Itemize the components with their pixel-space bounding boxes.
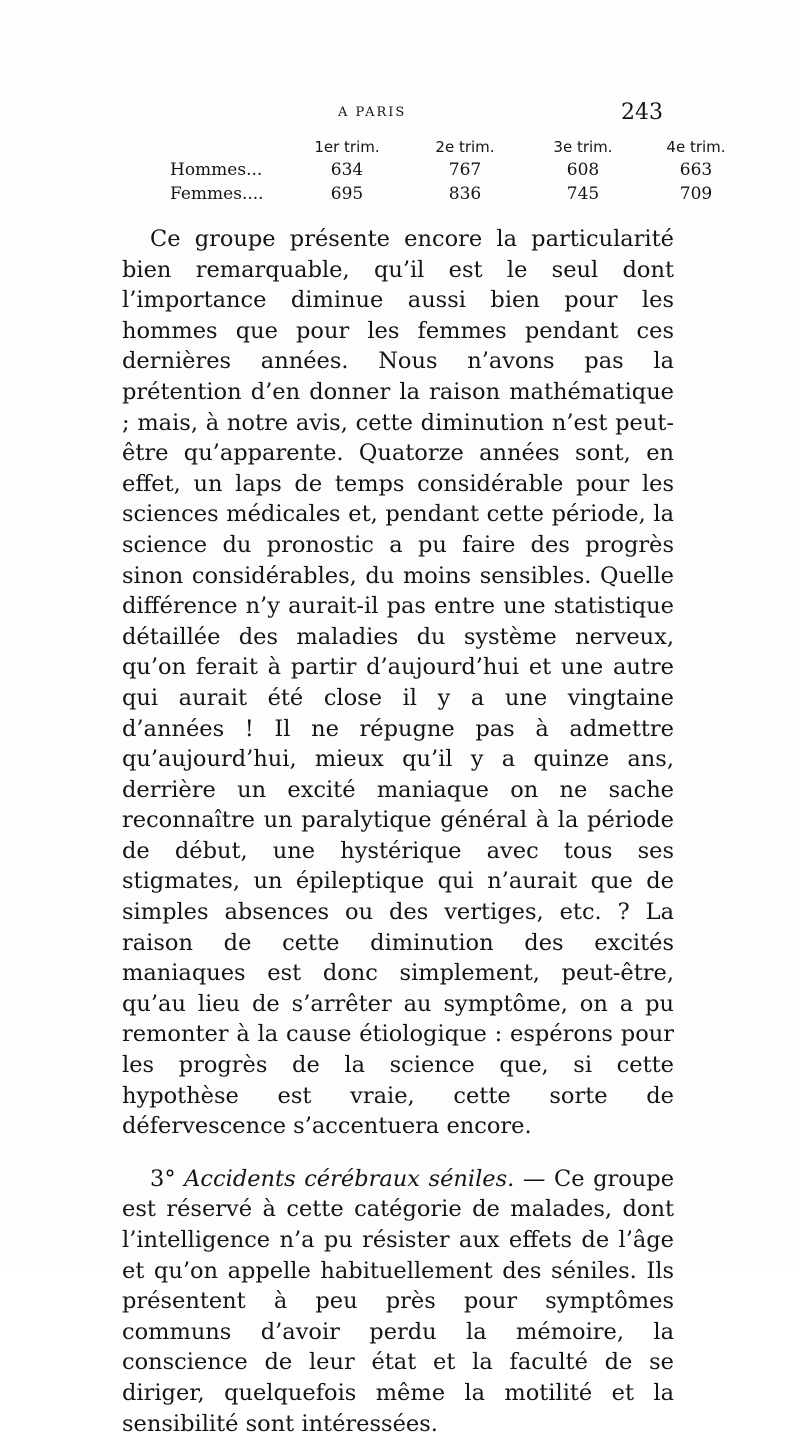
column-header: 2e trim. <box>435 138 495 156</box>
table-cell: 634 <box>330 160 364 180</box>
body-text <box>122 224 674 1439</box>
column-header: 1er trim. <box>314 138 380 156</box>
table-row <box>170 182 750 206</box>
column-header: 4e trim. <box>666 138 726 156</box>
column-header: 3e trim. <box>553 138 613 156</box>
table-cell: 836 <box>448 184 482 204</box>
table-header-row <box>170 136 750 158</box>
section-heading: Accidents cérébraux séniles. <box>184 1165 515 1192</box>
row-label: Femmes.... <box>170 184 264 204</box>
section-body: — Ce groupe est réservé à cette catégorie de malades, dont l’intelligence n’a pu résister aux effets de l’âge et qu’on appelle habituellement des séniles. Ils présentent à peu près pour symptômes communs d’avoir perdu la mémoire, la conscience de leur état et la faculté de se diriger, quelquefois même la motilité et la sensibilité sont intéressées. <box>122 1165 675 1437</box>
table-row <box>170 158 750 182</box>
table-cell: 695 <box>330 184 364 204</box>
page-number: 243 <box>621 100 663 125</box>
section-number: 3° <box>150 1165 176 1192</box>
table-cell: 608 <box>566 160 600 180</box>
running-head-title: A PARIS <box>338 105 407 120</box>
paragraph-excites-maniaques: Ce groupe présente encore la particularité bien remarquable, qu’il est le seul dont l’importance diminue aussi bien pour les hommes que pour les femmes pendant ces dernières années. Nous n’avons pas la prétention d’en donner la raison mathématique ; mais, à notre avis, cette diminution n’est peut-être qu’apparente. Quatorze années sont, en effet, un laps de temps considérable pour les sciences médicales et, pendant cette période, la science du pronostic a pu faire des progrès sinon considérables, du moins sensibles. Quelle différence n’y aurait-il pas entre une statistique détaillée des maladies du système nerveux, qu’on ferait à partir d’aujourd’hui et une autre qui aurait été close il y a une vingtaine d’années ! Il ne répugne pas à admettre qu’aujourd’hui, mieux qu’il y a quinze ans, derrière un excité maniaque on ne sache reconnaître un paralytique général à la période de début, une hystérique avec tous ses stigmates, un épileptique qui n’aurait que de simples absences ou des vertiges, etc. ? La raison de cette diminution des excités maniaques est donc simplement, peut-être, qu’au lieu de s’arrêter au symptôme, on a pu remonter à la cause étiologique : espérons pour les progrès de la science que, si cette hypothèse est vraie, cette sorte de défervescence s’accentuera encore. <box>122 226 674 1140</box>
quarterly-table <box>170 136 750 206</box>
running-head <box>0 100 800 130</box>
table-cell: 767 <box>448 160 482 180</box>
table-cell: 745 <box>566 184 600 204</box>
table-cell: 709 <box>679 184 713 204</box>
table-corner <box>170 136 288 158</box>
paragraph-accidents-seniles <box>122 1164 674 1439</box>
table-cell: 663 <box>679 160 713 180</box>
row-label: Hommes... <box>170 160 263 180</box>
